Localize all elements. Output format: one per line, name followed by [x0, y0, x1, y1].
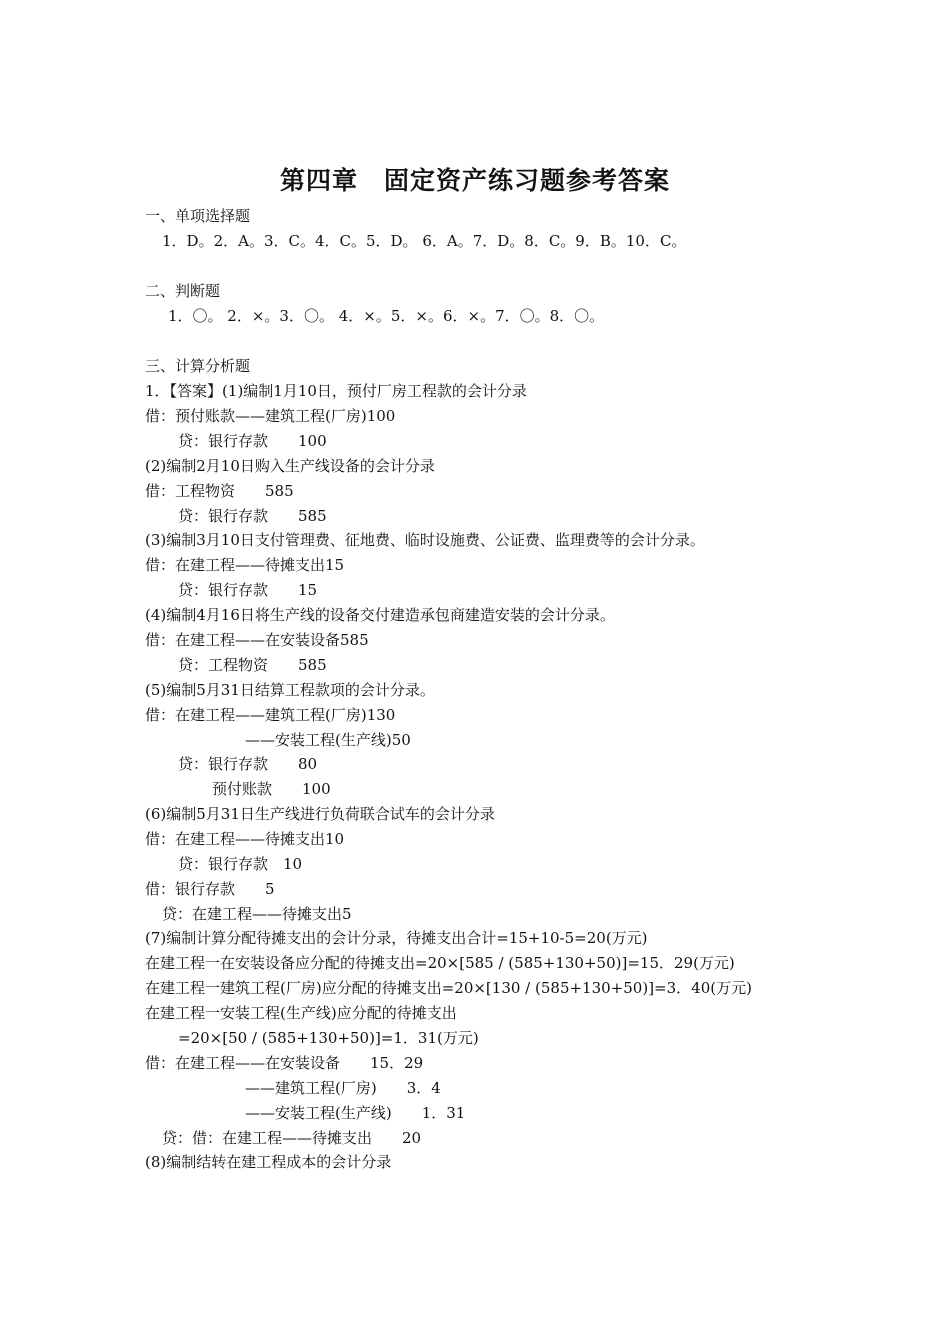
calc-line: 借：在建工程——待摊支出15: [145, 556, 345, 574]
calc-line: 借：在建工程——建筑工程(厂房)130: [145, 706, 396, 724]
calc-line: 1．【答案】(1)编制1月10日，预付厂房工程款的会计分录: [145, 382, 527, 400]
calc-line: 贷：在建工程——待摊支出5: [162, 905, 352, 923]
calc-line: 借：在建工程——在安装设备585: [145, 631, 369, 649]
calc-line: 借：在建工程——待摊支出10: [145, 830, 345, 848]
section-heading-single-choice: 一、单项选择题: [145, 207, 251, 225]
calc-line: (2)编制2月10日购入生产线设备的会计分录: [145, 457, 435, 475]
calc-line: 贷：银行存款 15: [178, 581, 318, 599]
section-heading-true-false: 二、判断题: [145, 282, 221, 300]
single-choice-answers: 1．D。2．A。3．C。4．C。5．D。 6．A。7．D。8．C。9．B。10．C。: [162, 232, 687, 250]
calc-line: ——安装工程(生产线) 1．31: [245, 1104, 466, 1122]
calc-line: (8)编制结转在建工程成本的会计分录: [145, 1153, 392, 1171]
true-false-answers: 1．〇。 2．×。3．〇。 4．×。5．×。6．×。7．〇。8．〇。: [168, 307, 605, 325]
calc-line: 借：银行存款 5: [145, 880, 275, 898]
calc-line: (7)编制计算分配待摊支出的会计分录，待摊支出合计=15+10-5=20(万元): [145, 929, 648, 947]
calc-line: ——建筑工程(厂房) 3．4: [245, 1079, 441, 1097]
calc-line: 贷：银行存款 80: [178, 755, 318, 773]
calc-line: 借：在建工程——在安装设备 15．29: [145, 1054, 424, 1072]
calc-line: 贷：银行存款 100: [178, 432, 327, 450]
calc-line: 预付账款 100: [212, 780, 331, 798]
calc-line: 贷：工程物资 585: [178, 656, 327, 674]
calc-line: 借：工程物资 585: [145, 482, 294, 500]
calc-line: 贷：银行存款 10: [178, 855, 303, 873]
calc-line: 在建工程一建筑工程(厂房)应分配的待摊支出=20×[130 / (585+130+50)]=3．40(万元): [145, 979, 752, 997]
calc-line: 借：预付账款——建筑工程(厂房)100: [145, 407, 396, 425]
calc-line: (4)编制4月16日将生产线的设备交付建造承包商建造安装的会计分录。: [145, 606, 615, 624]
calc-line: (6)编制5月31日生产线进行负荷联合试车的会计分录: [145, 805, 495, 823]
section-heading-calculation: 三、计算分析题: [145, 357, 251, 375]
calc-line: ——安装工程(生产线)50: [245, 731, 411, 749]
calc-line: 在建工程一安装工程(生产线)应分配的待摊支出: [145, 1004, 457, 1022]
page-title: 第四章 固定资产练习题参考答案: [279, 166, 670, 195]
calc-line: =20×[50 / (585+130+50)]=1．31(万元): [178, 1029, 479, 1047]
calc-line: 贷：银行存款 585: [178, 507, 327, 525]
calc-line: (5)编制5月31日结算工程款项的会计分录。: [145, 681, 435, 699]
calc-line: 贷：借：在建工程——待摊支出 20: [162, 1129, 422, 1147]
calc-line: 在建工程一在安装设备应分配的待摊支出=20×[585 / (585+130+50)]=15．29(万元): [145, 954, 735, 972]
calc-line: (3)编制3月10日支付管理费、征地费、临时设施费、公证费、监理费等的会计分录。: [145, 531, 705, 549]
